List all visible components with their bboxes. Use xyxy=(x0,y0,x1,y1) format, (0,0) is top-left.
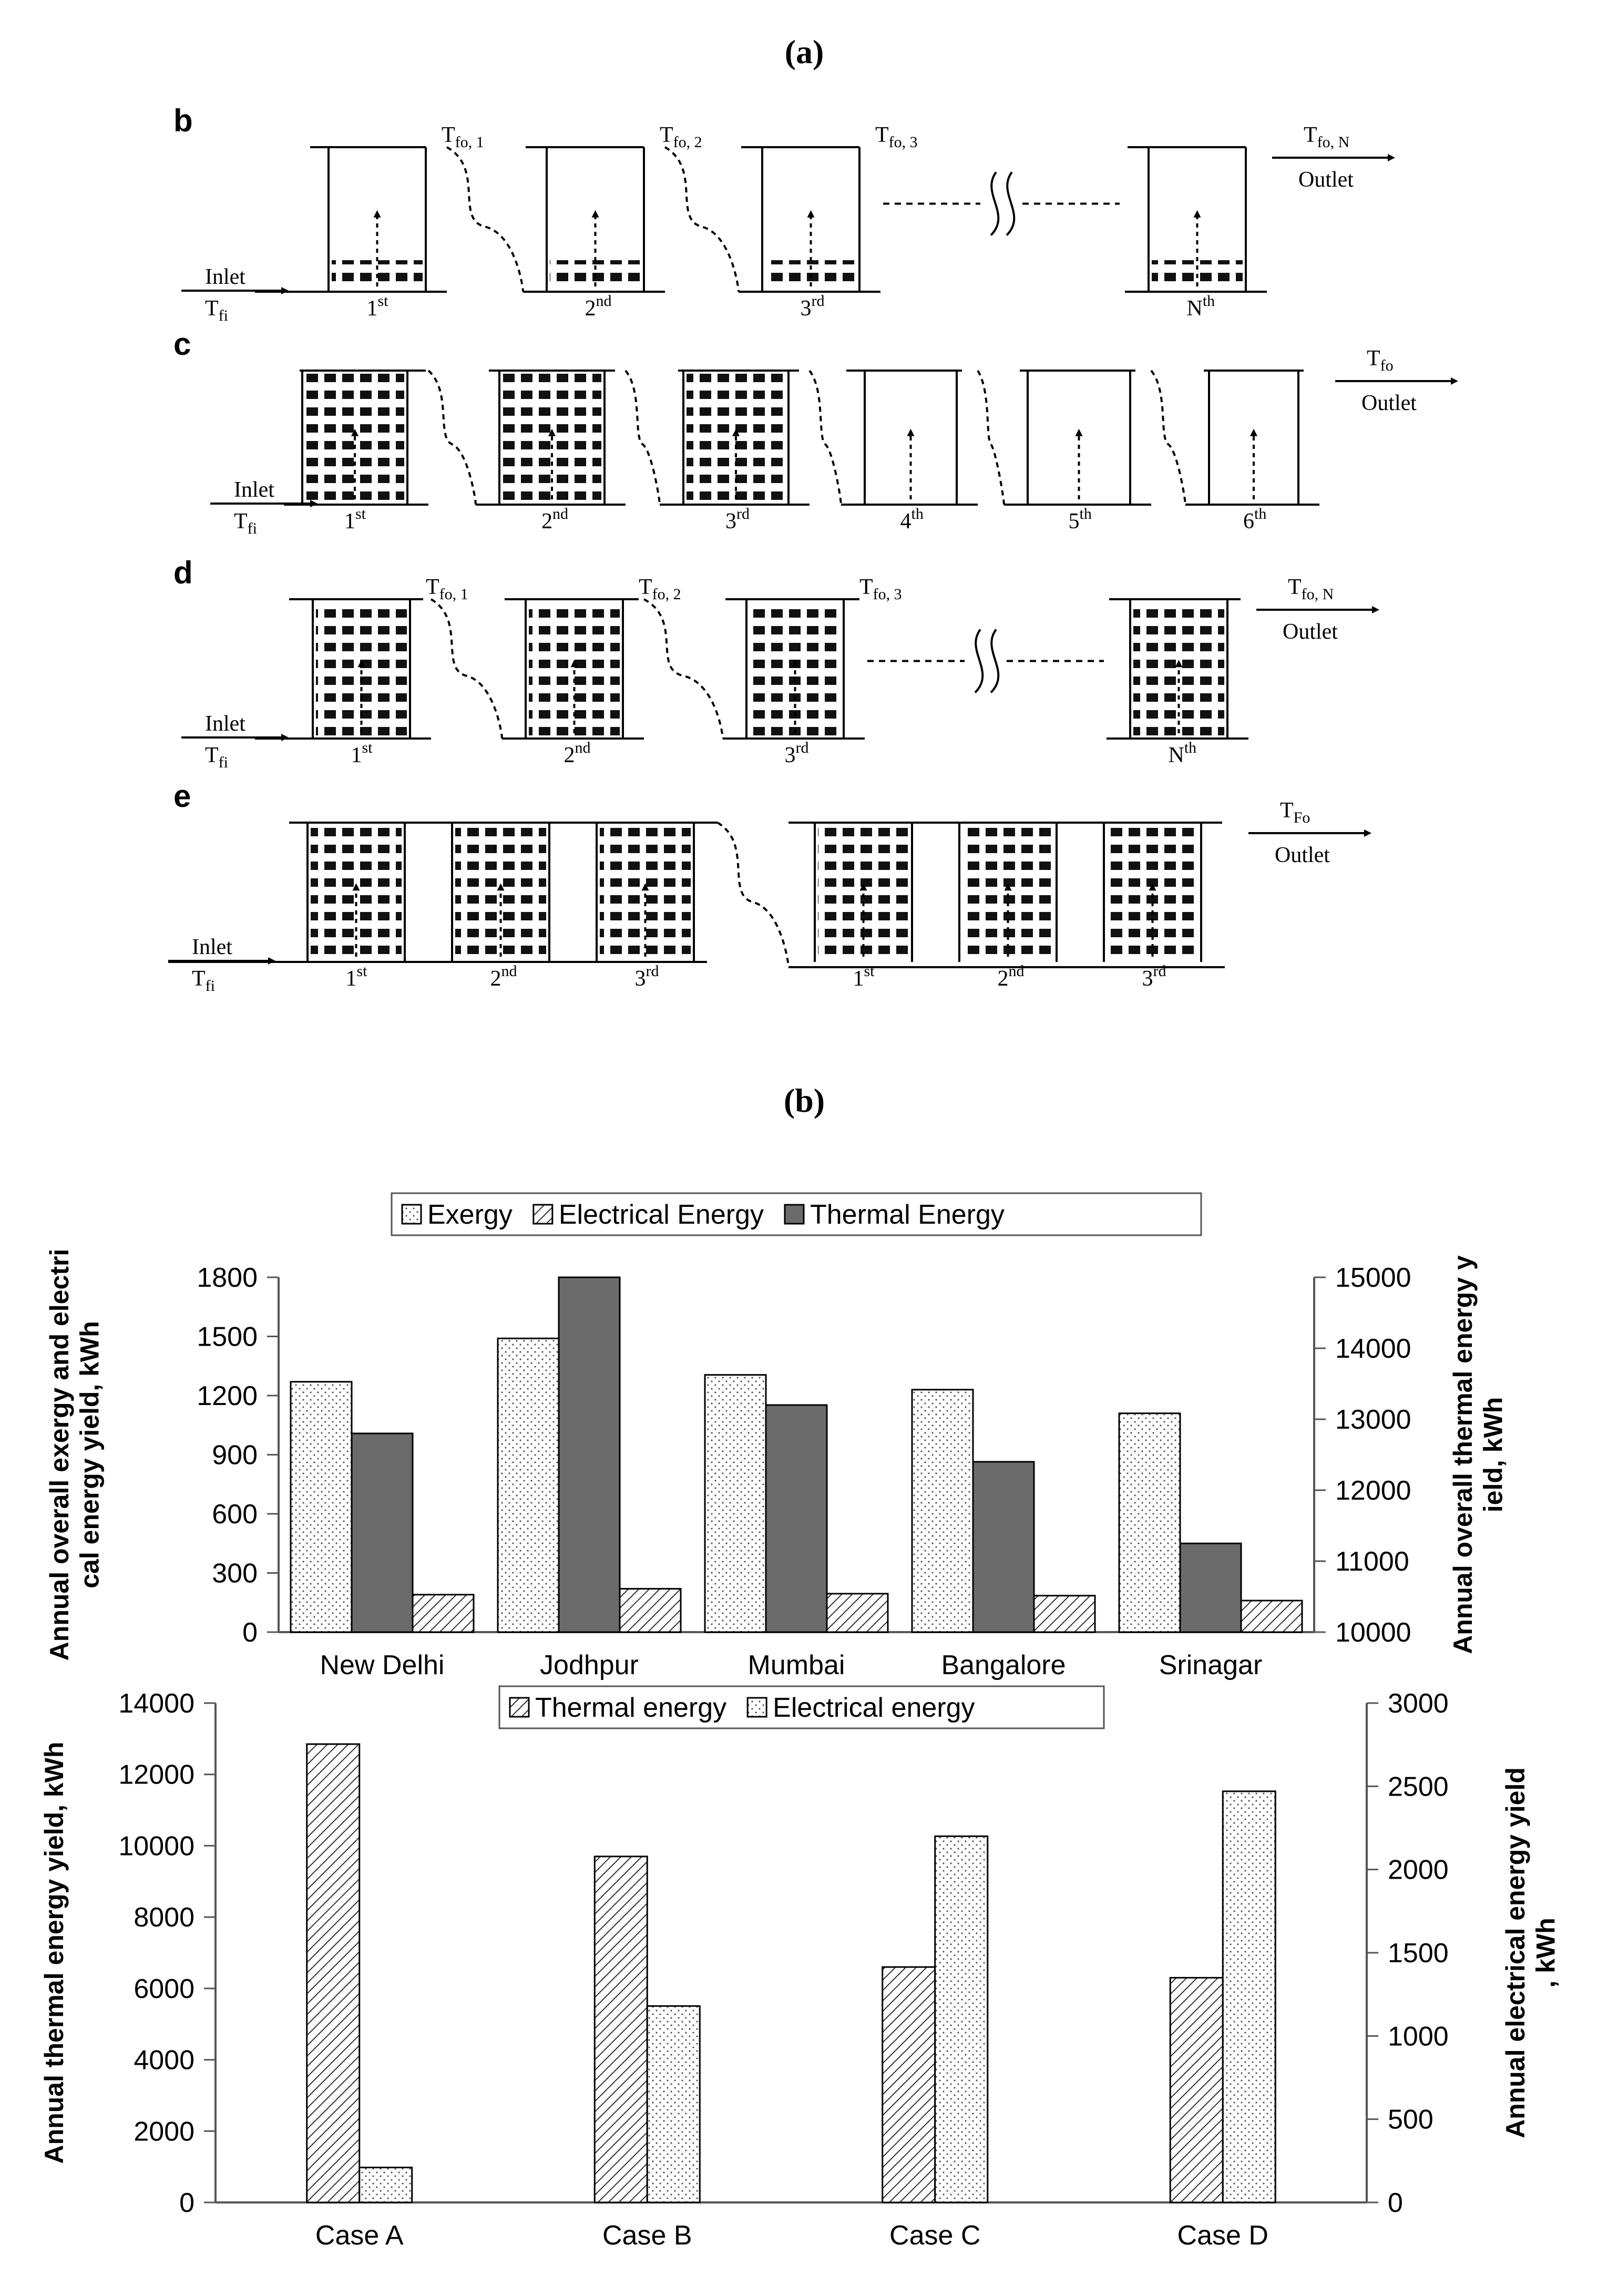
chart2-legend xyxy=(499,1686,1104,1728)
bar-electrical-energy xyxy=(647,2006,700,2202)
interim-temperature: $T_{fo, 2}$ xyxy=(639,575,681,603)
module-label: 1st xyxy=(351,739,373,767)
bar-electrical-energy xyxy=(1241,1601,1302,1632)
inlet-temperature: $T_{fi}$ xyxy=(234,509,257,537)
right-tick-label: 2500 xyxy=(1388,1771,1449,1802)
bar-exergy xyxy=(912,1390,973,1632)
pvt-module xyxy=(762,147,859,292)
pvt-module xyxy=(499,371,605,505)
outlet-label: Outlet xyxy=(1298,168,1354,192)
left-tick-label: 0 xyxy=(179,2188,194,2218)
bar-exergy xyxy=(498,1338,559,1632)
pvt-module xyxy=(597,823,694,962)
bar-electrical-energy xyxy=(360,2168,412,2203)
right-tick-label: 1500 xyxy=(1388,1938,1449,1969)
chart1-legend xyxy=(392,1193,1201,1235)
outlet-label: Outlet xyxy=(1361,391,1417,415)
inlet-label: Inlet xyxy=(234,478,274,502)
interim-temperature: $T_{fo, 1}$ xyxy=(426,575,468,603)
schematic-diagrams xyxy=(168,103,1456,995)
chart2-bars xyxy=(307,1744,1276,2202)
bar-electrical-energy xyxy=(620,1589,681,1633)
legend-swatch xyxy=(402,1205,421,1224)
module-label: 3rd xyxy=(784,739,809,767)
interim-temperature: $T_{fo, 3}$ xyxy=(859,575,902,603)
module-label: 3rd xyxy=(1142,962,1166,991)
bar-thermal-energy xyxy=(1170,1978,1223,2203)
air-flow-connector xyxy=(718,823,788,967)
outlet-label: Outlet xyxy=(1283,620,1338,644)
left-axis-title: Annual overall exergy and electrical energy yield, kWh xyxy=(45,1248,105,1661)
module-label: 3rd xyxy=(634,962,659,991)
pvt-module xyxy=(865,371,957,505)
legend-entry: Thermal energy xyxy=(535,1693,727,1723)
right-tick-label: 1000 xyxy=(1388,2021,1449,2052)
category-label: Bangalore xyxy=(941,1650,1066,1680)
module-label: 2nd xyxy=(564,739,591,767)
bar-exergy xyxy=(1119,1413,1180,1632)
module-label: 2nd xyxy=(541,505,568,534)
interim-temperature: $T_{fo, 1}$ xyxy=(442,123,484,151)
bar-thermal-energy xyxy=(559,1277,620,1632)
left-axis-title: Annual thermal energy yield, kWh xyxy=(39,1741,69,2164)
module-label: 1st xyxy=(366,292,388,321)
schematic-row-b xyxy=(173,103,1393,324)
legend-entry: Exergy xyxy=(427,1200,513,1230)
right-tick-label: 500 xyxy=(1388,2104,1433,2135)
interim-temperature: $T_{fo, 2}$ xyxy=(660,123,702,151)
pvt-module xyxy=(329,147,426,292)
air-flow-connector xyxy=(810,371,841,505)
bar-thermal-energy xyxy=(766,1405,827,1632)
right-tick-label: 2000 xyxy=(1388,1854,1449,1885)
schematic-row-label: d xyxy=(173,555,193,590)
right-tick-label: 11000 xyxy=(1335,1546,1409,1577)
inlet-temperature: $T_{fi}$ xyxy=(205,743,228,771)
left-tick-label: 6000 xyxy=(134,1973,194,2004)
left-tick-label: 1200 xyxy=(197,1381,258,1411)
module-label: 6th xyxy=(1243,505,1267,534)
right-tick-label: 3000 xyxy=(1388,1688,1449,1719)
right-axis-title: Annual overall thermal energy yield, kWh xyxy=(1448,1255,1508,1654)
category-label: Mumbai xyxy=(747,1650,845,1680)
inlet-label: Inlet xyxy=(192,935,232,959)
bar-electrical-energy xyxy=(1034,1596,1095,1632)
right-tick-label: 13000 xyxy=(1335,1405,1411,1435)
air-flow-connector xyxy=(447,147,523,292)
break-symbol xyxy=(975,630,982,693)
bar-thermal-energy xyxy=(883,1967,935,2202)
bar-electrical-energy xyxy=(935,1836,988,2202)
right-tick-label: 12000 xyxy=(1335,1475,1411,1506)
pvt-module xyxy=(1104,823,1201,962)
inlet-label: Inlet xyxy=(205,265,245,289)
module-label: 2nd xyxy=(997,962,1025,991)
pvt-module xyxy=(526,599,623,739)
chart2-labels xyxy=(39,1742,1561,2251)
air-flow-connector xyxy=(626,371,660,505)
chart-location-yield xyxy=(45,1193,1508,1680)
air-flow-connector xyxy=(428,371,476,505)
interim-temperature: $T_{fo, 3}$ xyxy=(875,123,918,151)
right-axis-title: Annual electrical energy yield, kWh xyxy=(1501,1767,1561,2138)
schematic-row-label: c xyxy=(173,326,191,362)
air-flow-connector xyxy=(644,599,723,739)
left-tick-label: 4000 xyxy=(134,2045,194,2076)
bar-thermal-energy xyxy=(973,1462,1034,1632)
legend-entry: Electrical Energy xyxy=(558,1200,764,1230)
bar-thermal-energy xyxy=(307,1744,360,2202)
pvt-module xyxy=(308,823,405,962)
bar-electrical-energy xyxy=(827,1594,888,1632)
outlet-temperature: $T_{fo}$ xyxy=(1367,346,1394,374)
pvt-module xyxy=(313,599,410,739)
break-symbol xyxy=(991,630,998,693)
caption-a: (a) xyxy=(784,33,824,70)
bar-thermal-energy xyxy=(352,1433,413,1632)
category-label: Case D xyxy=(1177,2220,1268,2251)
left-tick-label: 0 xyxy=(242,1617,258,1648)
pvt-module xyxy=(1149,147,1246,292)
inlet-temperature: $T_{fi}$ xyxy=(205,296,228,324)
left-tick-label: 900 xyxy=(212,1440,258,1471)
module-label: 3rd xyxy=(725,505,750,534)
module-label: 2nd xyxy=(490,962,517,991)
bar-thermal-energy xyxy=(1180,1543,1241,1632)
module-label: $N^{th}$ xyxy=(1168,739,1197,767)
module-label: 1st xyxy=(345,962,367,991)
category-label: Case B xyxy=(602,2220,692,2251)
caption-b: (b) xyxy=(783,1082,825,1119)
outlet-temperature: $T_{fo, N}$ xyxy=(1288,575,1334,603)
legend-entry: Thermal Energy xyxy=(810,1200,1005,1230)
chart-case-yield xyxy=(39,1686,1561,2251)
break-symbol xyxy=(1007,172,1014,235)
schematic-row-label: e xyxy=(173,778,191,814)
legend-swatch xyxy=(510,1698,529,1717)
module-label: 1st xyxy=(853,962,875,991)
bar-electrical-energy xyxy=(413,1595,474,1632)
left-tick-label: 600 xyxy=(212,1499,258,1530)
right-tick-label: 14000 xyxy=(1335,1334,1411,1364)
right-tick-label: 0 xyxy=(1388,2188,1403,2218)
module-label: 1st xyxy=(344,505,366,534)
pvt-module xyxy=(452,823,549,962)
left-tick-label: 14000 xyxy=(118,1688,194,1719)
break-symbol xyxy=(991,172,998,235)
outlet-temperature: $T_{fo, N}$ xyxy=(1304,123,1350,151)
right-tick-label: 10000 xyxy=(1335,1617,1411,1648)
air-flow-connector xyxy=(431,599,502,739)
category-label: Srinagar xyxy=(1159,1650,1263,1680)
module-label: 2nd xyxy=(585,292,612,321)
left-tick-label: 10000 xyxy=(118,1831,194,1862)
category-label: Case A xyxy=(315,2220,404,2251)
legend-entry: Electrical energy xyxy=(773,1693,975,1723)
bar-exergy xyxy=(291,1382,352,1632)
bar-electrical-energy xyxy=(1223,1791,1275,2202)
air-flow-connector xyxy=(1151,371,1185,505)
bar-thermal-energy xyxy=(595,1857,647,2202)
module-label: 3rd xyxy=(800,292,825,321)
category-label: New Delhi xyxy=(320,1650,445,1680)
legend-swatch xyxy=(747,1698,766,1717)
bar-exergy xyxy=(705,1375,766,1632)
legend-swatch xyxy=(785,1205,804,1224)
category-label: Jodhpur xyxy=(540,1650,639,1680)
outlet-temperature: $T_{Fo}$ xyxy=(1280,798,1310,826)
pvt-module xyxy=(746,599,844,739)
air-flow-connector xyxy=(665,147,739,292)
pvt-module xyxy=(683,371,788,505)
legend-swatch xyxy=(534,1205,552,1224)
left-tick-label: 1800 xyxy=(197,1263,258,1293)
schematic-row-d xyxy=(173,555,1377,771)
pvt-module xyxy=(815,823,912,962)
pvt-module xyxy=(547,147,644,292)
pvt-module xyxy=(1130,599,1227,739)
left-tick-label: 2000 xyxy=(134,2116,194,2147)
air-flow-connector xyxy=(978,371,1004,505)
schematic-row-c xyxy=(173,326,1456,537)
left-tick-label: 300 xyxy=(212,1558,258,1589)
inlet-temperature: $T_{fi}$ xyxy=(192,967,215,995)
outlet-label: Outlet xyxy=(1275,843,1330,867)
module-label: $N^{th}$ xyxy=(1186,292,1215,321)
pvt-module xyxy=(1028,371,1130,505)
category-label: Case C xyxy=(889,2220,981,2251)
schematic-row-label: b xyxy=(173,103,193,138)
schematic-row-e xyxy=(168,778,1369,995)
chart1-bars xyxy=(291,1277,1302,1632)
pvt-module xyxy=(1209,371,1298,505)
left-tick-label: 1500 xyxy=(197,1321,258,1352)
left-tick-label: 8000 xyxy=(134,1902,194,1933)
module-label: 5th xyxy=(1068,505,1092,534)
inlet-label: Inlet xyxy=(205,712,245,736)
pvt-module xyxy=(302,371,407,505)
right-tick-label: 15000 xyxy=(1335,1263,1411,1293)
module-label: 4th xyxy=(900,505,924,534)
pvt-module xyxy=(959,823,1057,962)
left-tick-label: 12000 xyxy=(118,1759,194,1790)
